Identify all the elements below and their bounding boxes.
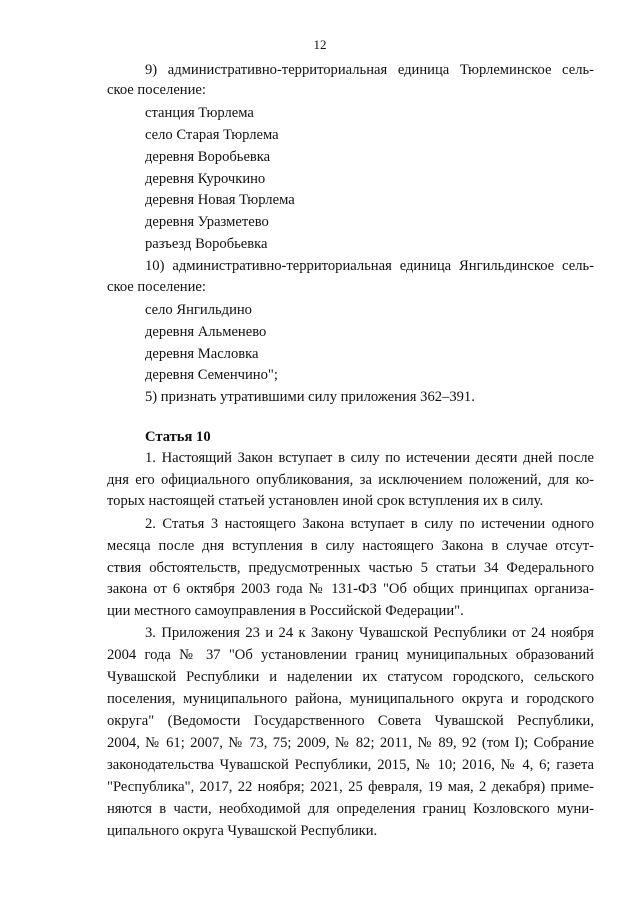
- settlement-item: разъезд Воробьевка: [145, 236, 268, 252]
- paragraph-line: дня его официального опубликования, за исключением положений, для ко-: [107, 472, 594, 488]
- settlement-item: село Старая Тюрлема: [145, 127, 279, 143]
- paragraph-line: поселения, муниципального района, муниципального округа и городского: [107, 691, 594, 707]
- paragraph-line: ципального округа Чувашской Республики.: [107, 823, 378, 839]
- paragraph-line: закона от 6 октября 2003 года № 131-ФЗ "Об общих принципах организа-: [107, 581, 594, 597]
- settlement-item: деревня Масловка: [145, 346, 259, 362]
- settlement-item: деревня Альменево: [145, 324, 267, 340]
- paragraph-line: 2004 года № 37 "Об установлении границ муниципальных образований: [107, 647, 594, 663]
- paragraph-line: месяца после дня вступления в силу настоящего Закона в случае отсут-: [107, 538, 594, 554]
- paragraph-line: 3. Приложения 23 и 24 к Закону Чувашской Республики от 24 ноября: [145, 625, 594, 641]
- page-number: 12: [313, 37, 327, 52]
- article-heading: Статья 10: [145, 429, 211, 445]
- item-5: 5) признать утратившими силу приложения 362–391.: [145, 389, 475, 405]
- paragraph-line: Чувашской Республики и наделении их статусом городского, сельского: [107, 669, 594, 685]
- paragraph-line: "Республика", 2017, 22 ноября; 2021, 25 февраля, 19 мая, 2 декабря) приме-: [107, 779, 594, 795]
- settlement-item: деревня Новая Тюрлема: [145, 192, 295, 208]
- paragraph-line: законодательства Чувашской Республики, 2015, № 10; 2016, № 4, 6; газета: [107, 757, 594, 773]
- list-item-9-line-1: 9) административно-территориальная единица Тюрлеминское сель-: [145, 62, 594, 78]
- settlement-item: деревня Уразметево: [145, 214, 269, 230]
- settlement-item: деревня Воробьевка: [145, 149, 271, 165]
- settlement-item: село Янгильдино: [145, 302, 252, 318]
- settlement-item: деревня Курочкино: [145, 171, 266, 187]
- paragraph-line: 1. Настоящий Закон вступает в силу по истечении десяти дней после: [145, 450, 594, 466]
- paragraph-line: округа" (Ведомости Государственного Совета Чувашской Республики,: [107, 713, 594, 729]
- paragraph-line: няются в части, необходимой для определения границ Козловского муни-: [107, 801, 594, 817]
- list-item-10-line-1: 10) административно-территориальная единица Янгильдинское сель-: [145, 258, 594, 274]
- settlement-item: станция Тюрлема: [145, 105, 254, 121]
- paragraph-line: 2. Статья 3 настоящего Закона вступает в силу по истечении одного: [145, 516, 594, 532]
- list-item-9-line-2: ское поселение:: [107, 82, 206, 98]
- settlement-item: деревня Семенчино";: [145, 367, 278, 383]
- paragraph-line: ции местного самоуправления в Российской Федерации".: [107, 603, 464, 619]
- paragraph-line: ствия обстоятельств, предусмотренных частью 5 статьи 34 Федерального: [107, 560, 594, 576]
- list-item-10-line-2: ское поселение:: [107, 279, 206, 295]
- paragraph-line: 2004, № 61; 2007, № 73, 75; 2009, № 82; 2011, № 89, 92 (том I); Собрание: [107, 735, 594, 751]
- paragraph-line: торых настоящей статьей установлен иной срок вступления их в силу.: [107, 493, 544, 509]
